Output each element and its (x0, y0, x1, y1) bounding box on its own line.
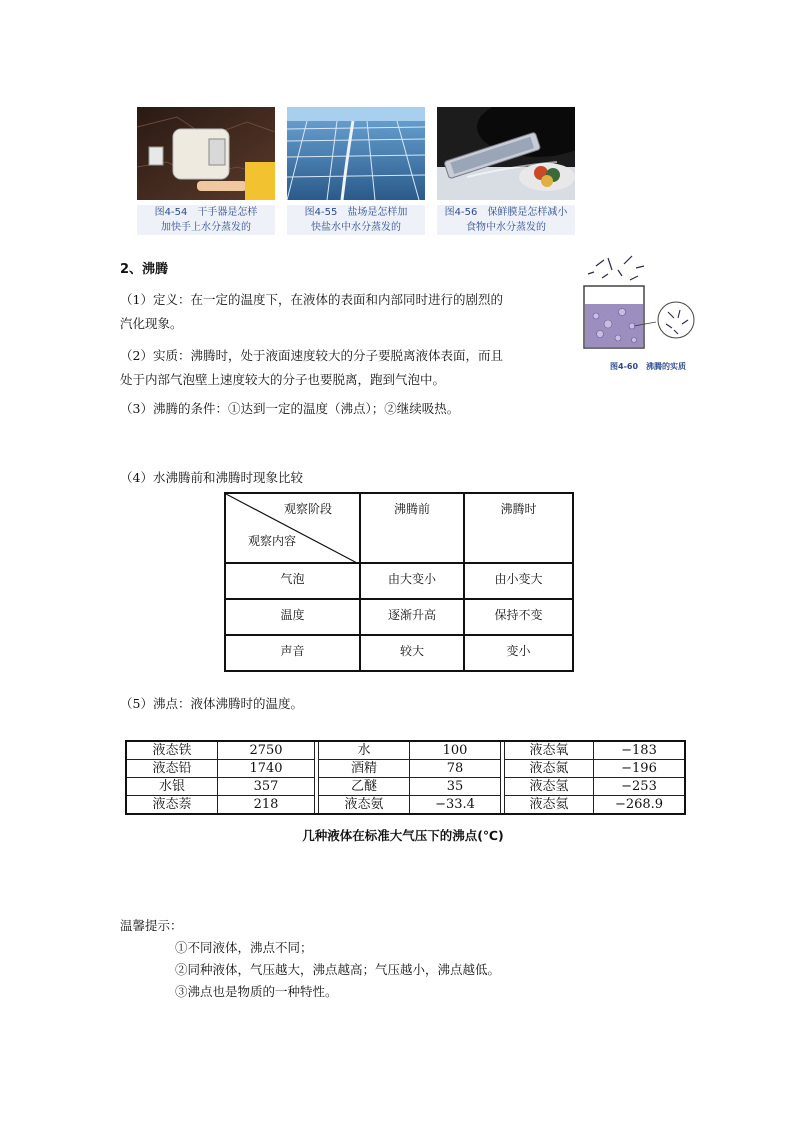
table-row: 气泡 由大变小 由小变大 (225, 563, 573, 599)
table-row: 声音 较大 变小 (225, 635, 573, 671)
header-stage-label: 观察阶段 (284, 502, 333, 516)
figure-caption-3: 图4-56 保鲜膜是怎样减小 食物中水分蒸发的 (437, 205, 575, 235)
table-row: 水银 357 乙醚 35 液态氢 −253 (126, 778, 685, 796)
table-row: 液态铅 1740 酒精 78 液态氮 −196 (126, 760, 685, 778)
side-figure-caption: 图4-60 沸腾的实质 (610, 362, 687, 371)
figure-caption-1: 图4-54 干手器是怎样 加快手上水分蒸发的 (137, 205, 275, 235)
comparison-title: （4）水沸腾前和沸腾时现象比较 (120, 470, 303, 485)
tips-title: 温馨提示： (120, 918, 183, 933)
observation-table (224, 492, 574, 672)
observation-header-diagonal-cell (225, 493, 360, 563)
table-row: 液态铁 2750 水 100 液态氧 −183 (126, 741, 685, 760)
boiling-point-definition: （5）沸点：液体沸腾时的温度。 (120, 696, 303, 711)
tip-item: ③沸点也是物质的一种特性。 (175, 984, 338, 999)
conditions-paragraph: （3）沸腾的条件：①达到一定的温度（沸点）；②继续吸热。 (120, 401, 460, 416)
header-content-label: 观察内容 (248, 534, 297, 548)
figure-caption-2: 图4-55 盐场是怎样加 快盐水中水分蒸发的 (287, 205, 425, 235)
table-row: 液态萘 218 液态氨 −33.4 液态氦 −268.9 (126, 796, 685, 815)
essence-paragraph: （2）实质：沸腾时，处于液面速度较大的分子要脱离液体表面，而且 处于内部气泡壁上速度较大的分子也要脱离，跑到气泡中。 (120, 348, 503, 387)
boiling-point-table-caption: 几种液体在标准大气压下的沸点(℃) (302, 828, 504, 843)
table-row: 温度 逐渐升高 保持不变 (225, 599, 573, 635)
definition-paragraph: （1）定义：在一定的温度下，在液体的表面和内部同时进行的剧烈的 汽化现象。 (120, 292, 503, 331)
cling-film-photo (437, 107, 575, 200)
section-title: 2、沸腾 (120, 262, 169, 277)
salt-field-photo (287, 107, 425, 200)
boiling-point-table (125, 740, 686, 815)
column-before: 沸腾前 (360, 493, 464, 563)
hand-dryer-photo (137, 107, 275, 200)
tip-item: ①不同液体，沸点不同； (175, 940, 313, 955)
tip-item: ②同种液体，气压越大，沸点越高；气压越小，沸点越低。 (175, 962, 501, 977)
boiling-beaker-diagram (578, 254, 702, 354)
column-during: 沸腾时 (464, 493, 573, 563)
